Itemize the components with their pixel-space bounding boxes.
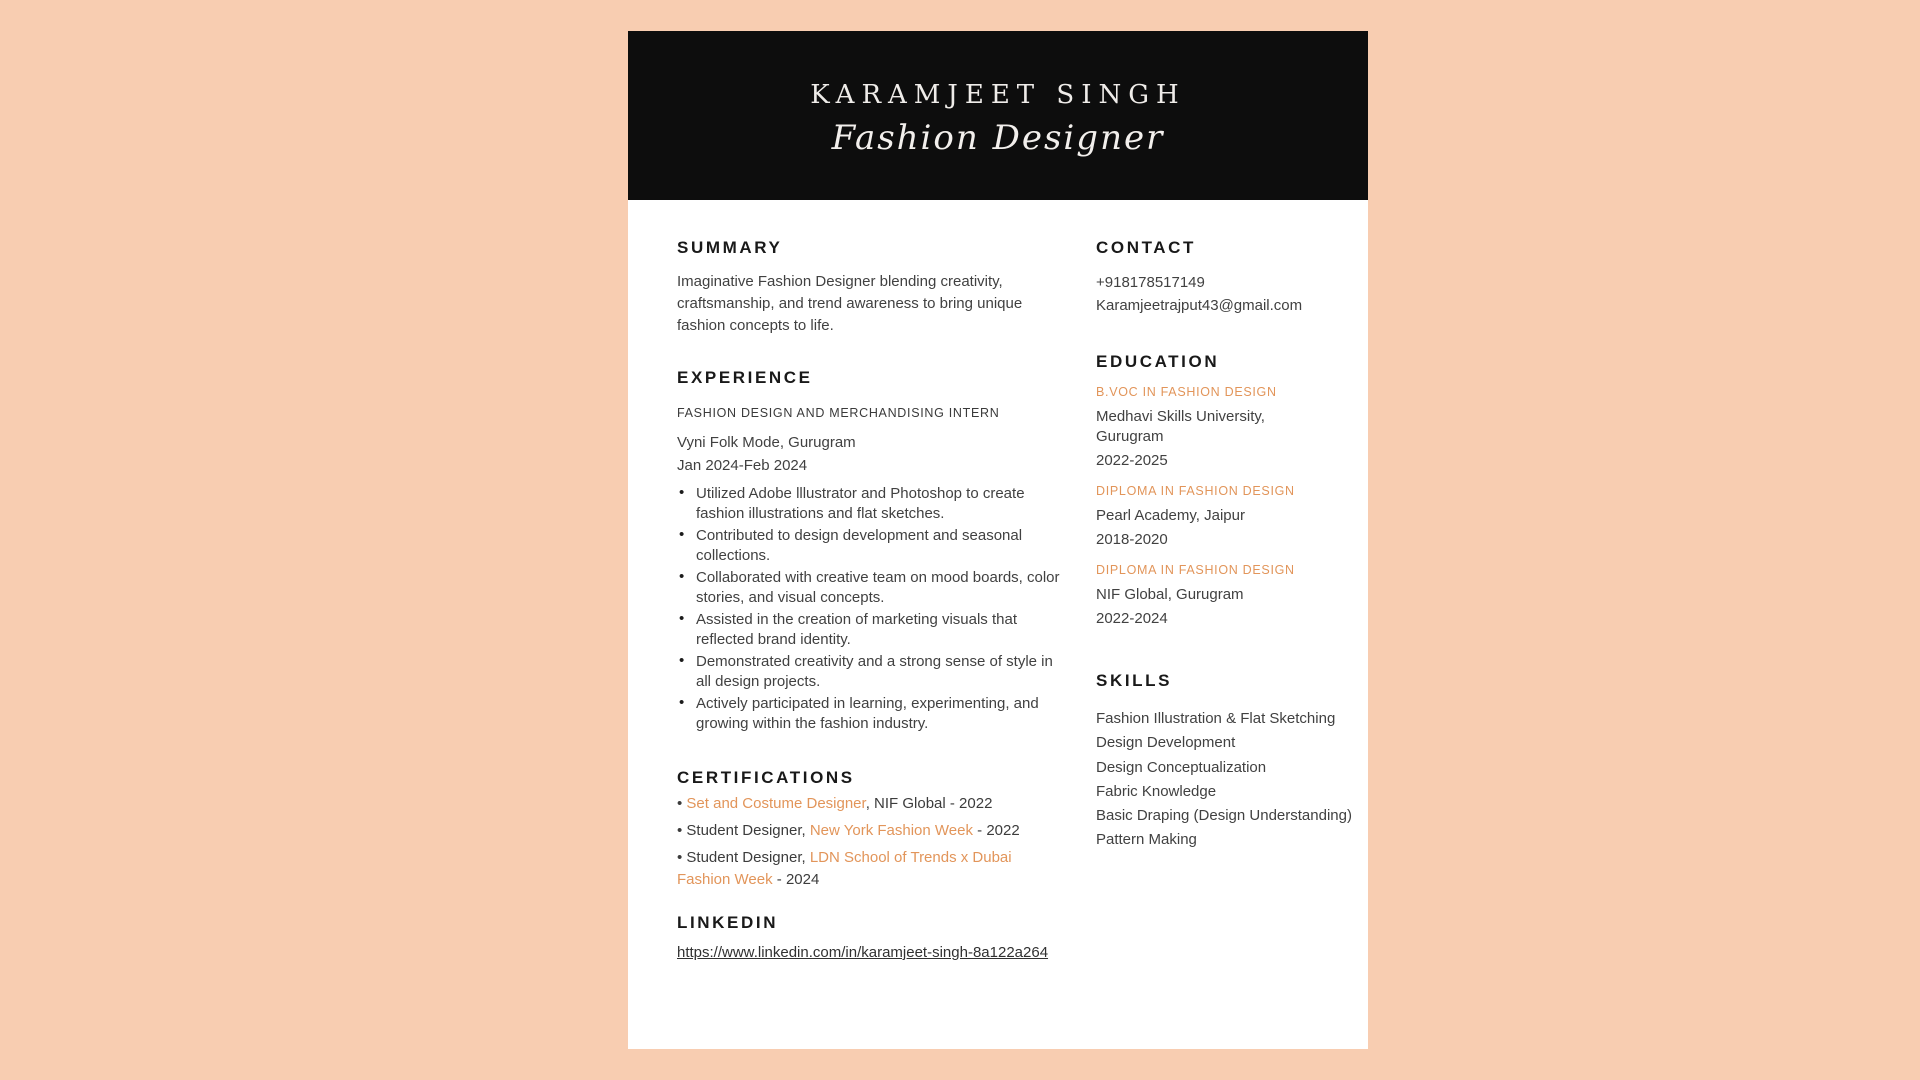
experience-role: FASHION DESIGN AND MERCHANDISING INTERN [677,406,1000,420]
linkedin-heading: LINKEDIN [677,913,779,932]
experience-bullet [677,610,1069,650]
education-school: Medhavi Skills University, Gurugram [1096,408,1265,445]
person-name: KARAMJEET SINGH [810,79,1186,110]
education-heading: EDUCATION [1096,352,1220,371]
certification-segment: • Student Designer, [677,822,810,839]
experience-bullet-list [677,484,1069,734]
certification-segment: , NIF Global - 2022 [865,795,993,812]
education-school: NIF Global, Gurugram [1096,586,1244,603]
summary-text: Imaginative Fashion Designer blending creativity, craftsmanship, and trend awareness to bring unique fashion concepts to life. [677,273,1023,334]
education-degree: DIPLOMA IN FASHION DESIGN [1096,484,1295,498]
bullet-dot: • [679,484,685,501]
certification-item [677,793,1069,815]
education-years: 2018-2020 [1096,531,1168,548]
experience-bullet [677,526,1069,566]
experience-bullet [677,694,1069,734]
education-degree: B.VOC IN FASHION DESIGN [1096,385,1277,399]
education-item [1096,384,1368,471]
resume-page [628,31,1368,1049]
bullet-dot: • [679,652,685,669]
person-title: Fashion Designer [831,117,1165,158]
experience-bullet [677,652,1069,692]
certification-segment-accent: LDN School of Trends x Dubai Fashion Week [677,849,1012,888]
education-years: 2022-2025 [1096,452,1168,469]
bullet-dot: • [679,610,685,627]
certification-segment: - 2024 [772,871,820,888]
skills-heading: SKILLS [1096,671,1173,690]
bullet-dot: • [679,568,685,585]
experience-bullet-text: Utilized Adobe lllustrator and Photoshop to create fashion illustrations and flat sketches. [696,485,1025,522]
experience-dates: Jan 2024-Feb 2024 [677,457,808,474]
summary-heading: SUMMARY [677,238,783,257]
linkedin-link[interactable]: https://www.linkedin.com/in/karamjeet-singh-8a122a264 [677,944,1049,961]
education-item [1096,562,1368,629]
skill-item: Fabric Knowledge [1096,782,1217,800]
education-years: 2022-2024 [1096,610,1168,627]
skill-item: Basic Draping (Design Understanding) [1096,807,1352,825]
certification-segment: • Student Designer, [677,849,810,866]
certification-segment: • [677,795,687,812]
bullet-dot: • [679,694,685,711]
education-item [1096,483,1368,550]
contact-phone: +918178517149 [1096,274,1205,291]
certification-item [677,847,1069,891]
skill-item: Fashion Illustration & Flat Sketching [1096,710,1336,727]
experience-bullet-text: Collaborated with creative team on mood boards, color stories, and visual concepts. [696,569,1060,606]
experience-company: Vyni Folk Mode, Gurugram [677,434,856,451]
experience-bullet-text: Actively participated in learning, experimenting, and growing within the fashion industry. [696,695,1039,732]
certification-segment: - 2022 [972,822,1020,839]
experience-bullet-text: Assisted in the creation of marketing visuals that reflected brand identity. [696,611,1017,648]
resume-header [628,31,1368,200]
contact-email: Karamjeetrajput43@gmail.com [1096,297,1303,314]
education-degree: DIPLOMA IN FASHION DESIGN [1096,563,1295,577]
contact-heading: CONTACT [1096,238,1197,257]
experience-bullet [677,568,1069,608]
skill-item: Pattern Making [1096,831,1197,849]
skills-list [1096,707,1368,853]
right-column [1096,238,1368,853]
experience-bullet-text: Demonstrated creativity and a strong sense of style in all design projects. [696,653,1053,690]
skill-item: Design Conceptualization [1096,758,1267,776]
certification-segment-accent: Set and Costume Designer [686,795,866,812]
certification-item [677,820,1069,842]
experience-heading: EXPERIENCE [677,368,813,387]
left-column [677,238,1069,962]
experience-bullet [677,484,1069,524]
experience-bullet-text: Contributed to design development and seasonal collections. [696,527,1023,564]
skill-item: Design Development [1096,734,1236,752]
bullet-dot: • [679,526,685,543]
certification-segment-accent: New York Fashion Week [809,822,973,839]
certifications-heading: CERTIFICATIONS [677,768,855,787]
education-school: Pearl Academy, Jaipur [1096,507,1245,524]
